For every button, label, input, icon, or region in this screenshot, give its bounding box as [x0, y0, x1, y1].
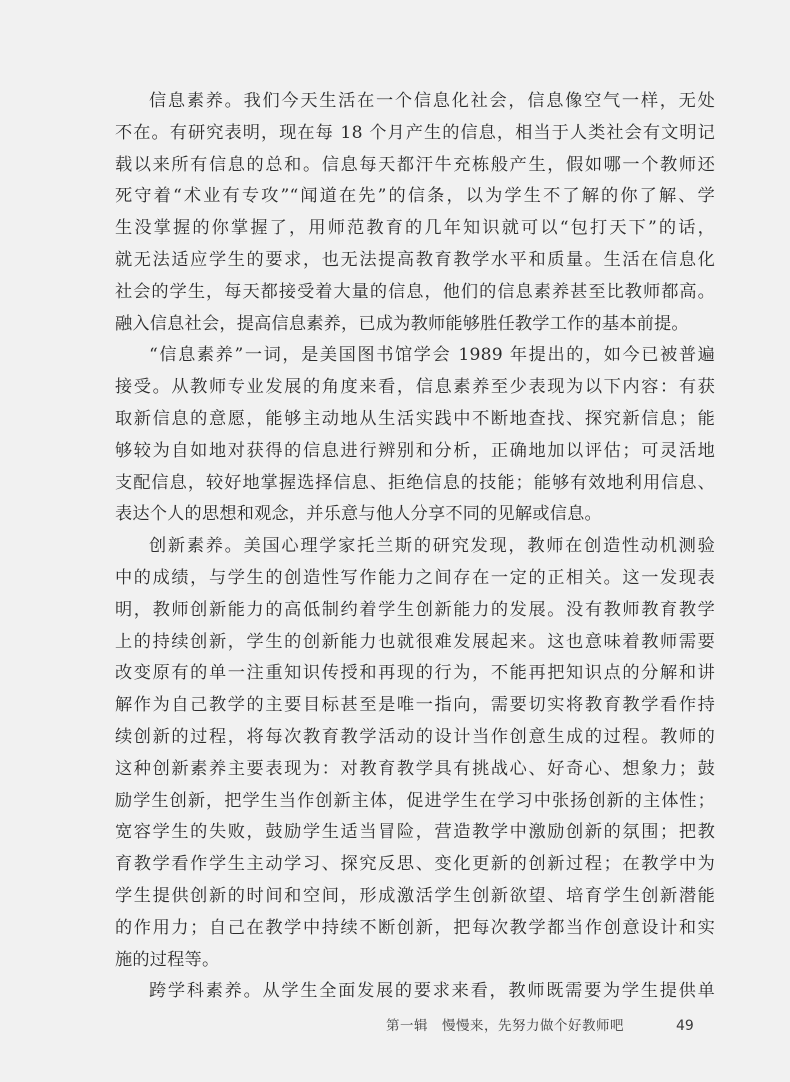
- text-line: 创新素养。美国心理学家托兰斯的研究发现，教师在创造性动机测验: [149, 536, 715, 557]
- text-line: 育教学看作学生主动学习、探究反思、变化更新的创新过程；在教学中为: [115, 854, 715, 875]
- text-line: 死守着“术业有专攻”“闻道在先”的信条，以为学生不了解的你了解、学: [115, 186, 715, 207]
- running-title: 第一辑 慢慢来，先努力做个好教师吧: [386, 1018, 624, 1034]
- paragraph-information-literacy: [115, 86, 715, 340]
- page-number: 49: [676, 1018, 694, 1034]
- text-line: 支配信息，较好地掌握选择信息、拒绝信息的技能；能够有效地利用信息、: [115, 472, 715, 493]
- text-line: 续创新的过程，将每次教育教学活动的设计当作创意生成的过程。教师的: [115, 726, 715, 747]
- text-line: 励学生创新，把学生当作创新主体，促进学生在学习中张扬创新的主体性；: [115, 790, 715, 811]
- text-line: 生没掌握的你掌握了，用师范教育的几年知识就可以“包打天下”的话，: [115, 218, 715, 239]
- text-line: 够较为自如地对获得的信息进行辨别和分析，正确地加以评估；可灵活地: [115, 440, 715, 461]
- body-text: [115, 86, 715, 1008]
- text-line: 载以来所有信息的总和。信息每天都汗牛充栋般产生，假如哪一个教师还: [115, 154, 715, 175]
- text-line: 这种创新素养主要表现为：对教育教学具有挑战心、好奇心、想象力；鼓: [115, 758, 715, 779]
- text-line: 的作用力；自己在教学中持续不断创新，把每次教学都当作创意设计和实: [115, 917, 715, 938]
- text-line: 就无法适应学生的要求，也无法提高教育教学水平和质量。生活在信息化: [115, 249, 715, 270]
- text-line: 中的成绩，与学生的创造性写作能力之间存在一定的正相关。这一发现表: [115, 567, 715, 588]
- text-line: 宽容学生的失败，鼓励学生适当冒险，营造教学中激励创新的氛围；把教: [115, 822, 715, 843]
- page-footer: [0, 1014, 790, 1038]
- text-line: 接受。从教师专业发展的角度来看，信息素养至少表现为以下内容：有获: [115, 377, 715, 398]
- text-line: 施的过程等。: [115, 949, 220, 970]
- text-line: 解作为自己教学的主要目标甚至是唯一指向，需要切实将教育教学看作持: [115, 695, 715, 716]
- paragraph-information-literacy-definition: [115, 340, 715, 531]
- text-line: 明，教师创新能力的高低制约着学生创新能力的发展。没有教师教育教学: [115, 599, 715, 620]
- text-line: 学生提供创新的时间和空间，形成激活学生创新欲望、培育学生创新潜能: [115, 885, 715, 906]
- text-line: 信息素养。我们今天生活在一个信息化社会，信息像空气一样，无处: [149, 91, 715, 111]
- text-line: 不在。有研究表明，现在每 18 个月产生的信息，相当于人类社会有文明记: [115, 122, 715, 143]
- text-line: 取新信息的意愿，能够主动地从生活实践中不断地查找、探究新信息；能: [115, 408, 715, 429]
- text-line: 表达个人的思想和观念，并乐意与他人分享不同的见解或信息。: [115, 504, 602, 525]
- text-line: 融入信息社会，提高信息素养，已成为教师能够胜任教学工作的基本前提。: [115, 313, 689, 334]
- text-line: “信息素养”一词，是美国图书馆学会 1989 年提出的，如今已被普遍: [149, 345, 715, 366]
- text-line: 上的持续创新，学生的创新能力也就很难发展起来。这也意味着教师需要: [115, 631, 715, 652]
- text-line: 改变原有的单一注重知识传授和再现的行为，不能再把知识点的分解和讲: [115, 663, 715, 684]
- text-line: 跨学科素养。从学生全面发展的要求来看，教师既需要为学生提供单: [149, 981, 715, 1002]
- paragraph-interdisciplinary-literacy: [115, 976, 715, 1008]
- paragraph-innovation-literacy: [115, 531, 715, 976]
- text-line: 社会的学生，每天都接受着大量的信息，他们的信息素养甚至比教师都高。: [115, 281, 715, 302]
